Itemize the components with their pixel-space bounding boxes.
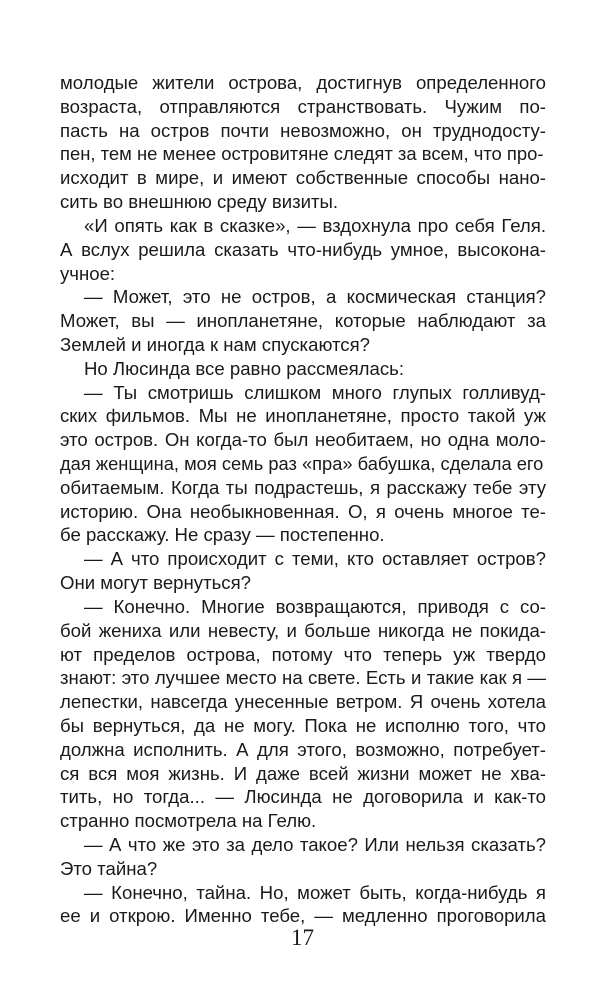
text-line: должна исполнить. А для этого, возможно, потребует- [60,738,546,760]
page-number: 17 [291,925,314,950]
text-line: Они могут вернуться? [60,572,251,594]
text-line: обитаемым. Когда ты подрастешь, я расскажу тебе эту [60,476,546,498]
text-line: исходит в мире, и имеют собственные способы нано- [60,167,546,189]
text-line: странно посмотрела на Гелю. [60,810,317,832]
text-line: бы вернуться, да не могу. Пока не исполню того, что [60,714,546,736]
text-line: Может, вы — инопланетяне, которые наблюдают за [60,310,546,332]
body-text [60,71,546,928]
text-line: — Конечно, тайна. Но, может быть, когда-нибудь я [84,881,546,903]
text-line: бой жениха или невесту, и больше никогда не покида- [60,619,546,641]
text-line: сить во внешнюю среду визиты. [60,191,339,213]
text-line: Но Люсинда все равно рассмеялась: [84,357,405,379]
text-line: — Может, это не остров, а космическая станция? [84,286,546,308]
text-line: знают: это лучшее место на свете. Есть и такие как я — [60,667,546,689]
text-line: ских фильмов. Мы не инопланетяне, просто такой уж [60,405,546,427]
text-line: тить, но тогда... — Люсинда не договорила и как-то [60,786,546,808]
text-line: — Конечно. Многие возвращаются, приводя с со- [84,595,546,617]
text-line: учное: [60,262,116,284]
text-line: это остров. Он когда-то был необитаем, но одна моло- [60,429,546,451]
text-line: — Ты смотришь слишком много глупых голливуд- [84,381,546,403]
text-line: ее и открою. Именно тебе, — медленно проговорила [60,905,546,927]
text-line: — А что происходит с теми, кто оставляет остров? [84,548,546,570]
text-line: пен, тем не менее островитяне следят за всем, что про- [60,143,544,165]
text-line: бе расскажу. Не сразу — постепенно. [60,524,385,546]
text-line: пасть на остров почти невозможно, он труднодосту- [60,119,546,141]
text-line: — А что же это за дело такое? Или нельзя сказать? [84,834,546,855]
text-line: Это тайна? [60,857,158,879]
text-line: дая женщина, моя семь раз «пра» бабушка, сделала его [60,453,544,474]
text-line: историю. Она необыкновенная. О, я очень многое те- [60,500,546,522]
text-line: ся вся моя жизнь. И даже всей жизни может не хва- [60,762,546,784]
text-line: «И опять как в сказке», — вздохнула про себя Геля. [84,214,546,236]
text-line: молодые жители острова, достигнув определенного [60,72,546,93]
text-line: А вслух решила сказать что-нибудь умное, высокона- [60,238,546,260]
text-line: лепестки, навсегда унесенные ветром. Я очень хотела [60,691,546,713]
text-line: возраста, отправляются странствовать. Чужим по- [60,95,546,117]
text-line: Землей и иногда к нам спускаются? [60,333,370,355]
text-line: ют пределов острова, потому что теперь уж твердо [60,643,546,665]
